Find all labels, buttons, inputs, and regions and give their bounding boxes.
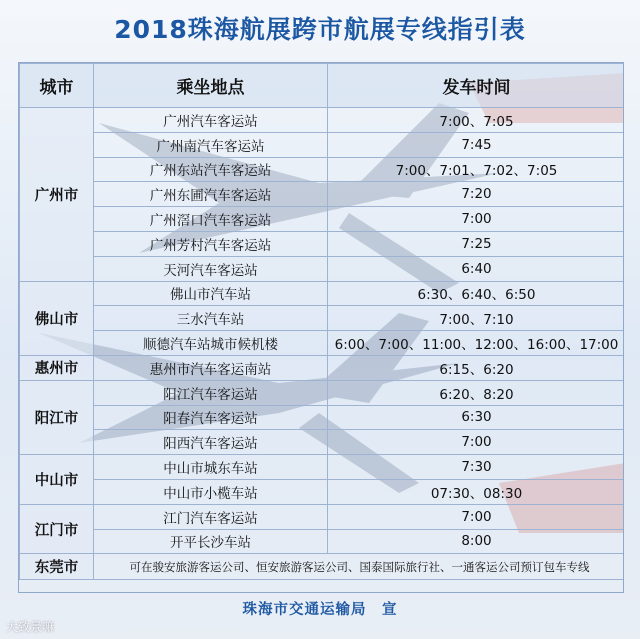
location-cell: 中山市城东车站 <box>94 455 328 480</box>
location-cell: 广州东圃汽车客运站 <box>94 182 328 207</box>
table-row <box>20 380 625 405</box>
time-cell: 7:30 <box>328 455 625 480</box>
schedule-table <box>19 63 624 580</box>
location-cell: 广州汽车客运站 <box>94 108 328 133</box>
city-cell: 广州市 <box>20 108 94 282</box>
watermark: 大致景嘛 <box>6 620 55 634</box>
time-cell: 7:20 <box>328 182 625 207</box>
table-row <box>20 430 625 455</box>
time-cell: 7:00、7:05 <box>328 108 625 133</box>
location-cell: 顺德汽车站城市候机楼 <box>94 331 328 356</box>
location-cell: 阳春汽车客运站 <box>94 405 328 430</box>
time-cell: 7:00 <box>328 430 625 455</box>
city-cell: 东莞市 <box>20 554 94 580</box>
location-cell: 中山市小榄车站 <box>94 479 328 504</box>
location-cell: 江门汽车客运站 <box>94 504 328 529</box>
time-cell: 6:15、6:20 <box>328 355 625 380</box>
time-cell: 07:30、08:30 <box>328 479 625 504</box>
table-row <box>20 504 625 529</box>
time-cell: 6:20、8:20 <box>328 380 625 405</box>
table-row <box>20 231 625 256</box>
time-cell: 8:00 <box>328 529 625 554</box>
time-cell: 6:00、7:00、11:00、12:00、16:00、17:00 <box>328 331 625 356</box>
time-cell: 7:00、7:01、7:02、7:05 <box>328 157 625 182</box>
city-cell: 惠州市 <box>20 355 94 380</box>
table-row <box>20 405 625 430</box>
location-cell: 广州芳村汽车客运站 <box>94 231 328 256</box>
city-cell: 阳江市 <box>20 380 94 454</box>
table-row-dongguan <box>20 554 625 580</box>
issuer-footer: 珠海市交通运输局 宣 <box>242 602 398 618</box>
header-location: 乘坐地点 <box>94 64 328 108</box>
charter-note-cell: 可在骏安旅游客运公司、恒安旅游客运公司、国泰国际旅行社、一通客运公司预订包车专线 <box>94 554 625 580</box>
location-cell: 广州南汽车客运站 <box>94 132 328 157</box>
table-row <box>20 157 625 182</box>
time-cell: 6:40 <box>328 256 625 281</box>
table-row <box>20 132 625 157</box>
location-cell: 三水汽车站 <box>94 306 328 331</box>
table-row <box>20 331 625 356</box>
table-body <box>20 108 625 580</box>
table-row <box>20 455 625 480</box>
time-cell: 7:00、7:10 <box>328 306 625 331</box>
location-cell: 广州滘口汽车客运站 <box>94 207 328 232</box>
header-time: 发车时间 <box>328 64 625 108</box>
table-row <box>20 281 625 306</box>
city-cell: 江门市 <box>20 504 94 554</box>
time-cell: 6:30 <box>328 405 625 430</box>
time-cell: 7:25 <box>328 231 625 256</box>
table-row <box>20 207 625 232</box>
table-row <box>20 306 625 331</box>
city-cell: 中山市 <box>20 455 94 505</box>
location-cell: 阳江汽车客运站 <box>94 380 328 405</box>
location-cell: 惠州市汽车客运南站 <box>94 355 328 380</box>
location-cell: 佛山市汽车站 <box>94 281 328 306</box>
time-cell: 7:00 <box>328 504 625 529</box>
table-row <box>20 108 625 133</box>
location-cell: 广州东站汽车客运站 <box>94 157 328 182</box>
city-cell: 佛山市 <box>20 281 94 355</box>
location-cell: 开平长沙车站 <box>94 529 328 554</box>
time-cell: 6:30、6:40、6:50 <box>328 281 625 306</box>
time-cell: 7:45 <box>328 132 625 157</box>
table-row <box>20 256 625 281</box>
schedule-table-frame <box>18 62 624 593</box>
table-row <box>20 182 625 207</box>
page-title: 2018珠海航展跨市航展专线指引表 <box>114 15 526 44</box>
table-row <box>20 355 625 380</box>
location-cell: 阳西汽车客运站 <box>94 430 328 455</box>
table-row <box>20 529 625 554</box>
location-cell: 天河汽车客运站 <box>94 256 328 281</box>
time-cell: 7:00 <box>328 207 625 232</box>
table-row <box>20 479 625 504</box>
header-city: 城市 <box>20 64 94 108</box>
table-header-row <box>20 64 625 108</box>
